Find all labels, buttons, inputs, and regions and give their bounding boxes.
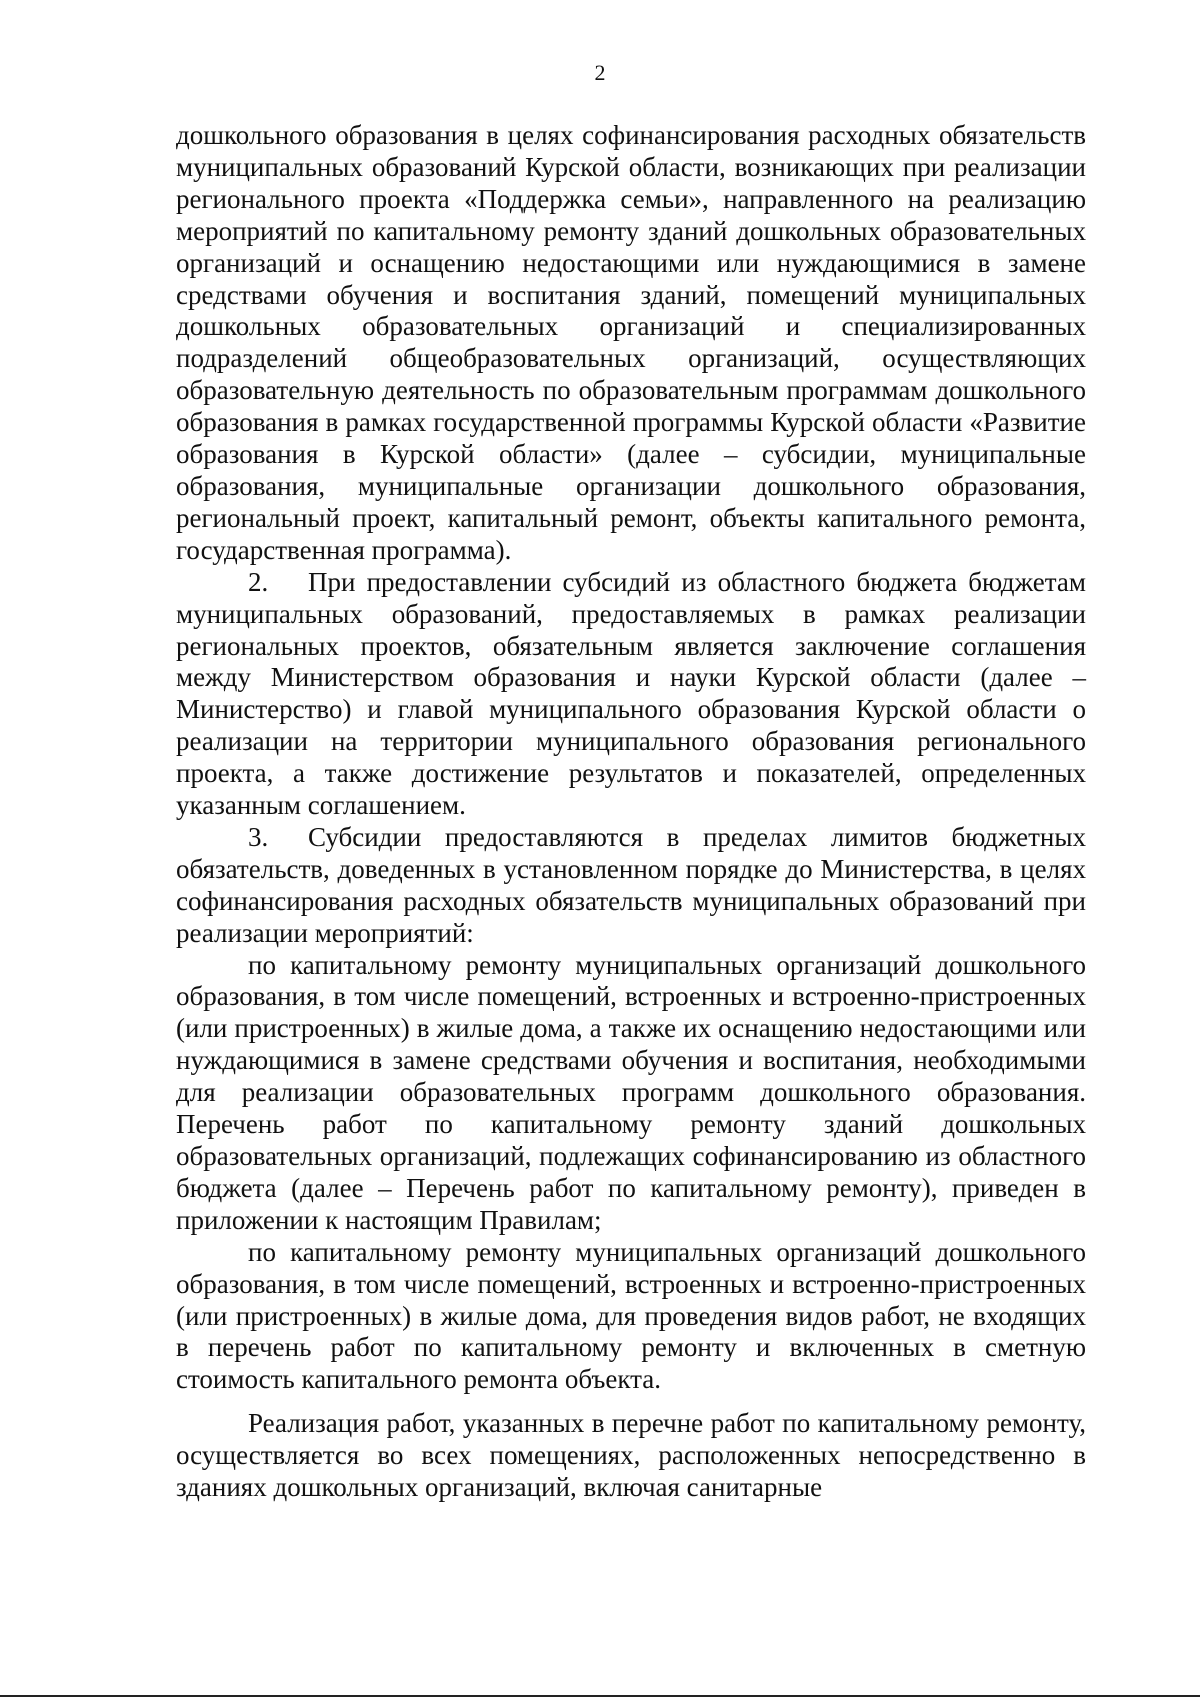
paragraph-item-2 [176, 567, 1086, 822]
page-number: 2 [594, 60, 606, 85]
paragraph-text: Субсидии предоставляются в пределах лимитов бюджетных обязательств, доведенных в установленном порядке до Министерства, в целях софинансирования расходных обязательств муниципальных образований при реализации мероприятий: [176, 821, 1086, 948]
paragraph-item-3 [176, 822, 1086, 950]
paragraph-number: 3. [248, 821, 269, 852]
paragraph-capital-repair-equipment: по капитальному ремонту муниципальных организаций дошкольного образования, в том числе помещений, встроенных и встроенно-пристроенных (или пристроенных) в жилые дома, а также их оснащению недостающими или нуждающимися в замене средствами обучения и воспитания, необходимыми для реализации образовательных программ дошкольного образования. Перечень работ по капитальному ремонту зданий дошкольных образовательных организаций, подлежащих софинансированию из областного бюджета (далее – Перечень работ по капитальному ремонту), приведен в приложении к настоящим Правилам; [176, 949, 1086, 1235]
paragraph-number: 2. [248, 566, 269, 597]
paragraph-capital-repair-other-works: по капитальному ремонту муниципальных организаций дошкольного образования, в том числе помещений, встроенных и встроенно-пристроенных (или пристроенных) в жилые дома, для проведения видов работ, не входящих в перечень работ по капитальному ремонту и включенных в сметную стоимость капитального ремонта объекта. [176, 1236, 1086, 1395]
scan-edge-line [0, 1695, 1200, 1697]
paragraph-works-implementation: Реализация работ, указанных в перечне работ по капитальному ремонту, осуществляется во всех помещениях, расположенных непосредственно в зданиях дошкольных организаций, включая санитарные [176, 1408, 1086, 1503]
paragraph-continuation: дошкольного образования в целях софинансирования расходных обязательств муниципальных образований Курской области, возникающих при реализации регионального проекта «Поддержка семьи», направленного на реализацию мероприятий по капитальному ремонту зданий дошкольных образовательных организаций и оснащению недостающими или нуждающимися в замене средствами обучения и воспитания зданий, помещений муниципальных дошкольных образовательных организаций и специализированных подразделений общеобразовательных организаций, осуществляющих образовательную деятельность по образовательным программам дошкольного образования в рамках государственной программы Курской области «Развитие образования в Курской области» (далее – субсидии, муниципальные образования, муниципальные организации дошкольного образования, региональный проект, капитальный ремонт, объекты капитального ремонта, государственная программа). [176, 120, 1086, 565]
paragraph-text: При предоставлении субсидий из областного бюджета бюджетам муниципальных образований, предоставляемых в рамках реализации региональных проектов, обязательным является заключение соглашения между Министерством образования и науки Курской области (далее – Министерство) и главой муниципального образования Курской области о реализации на территории муниципального образования регионального проекта, а также достижение результатов и показателей, определенных указанным соглашением. [176, 566, 1086, 821]
document-body [176, 120, 1086, 1504]
